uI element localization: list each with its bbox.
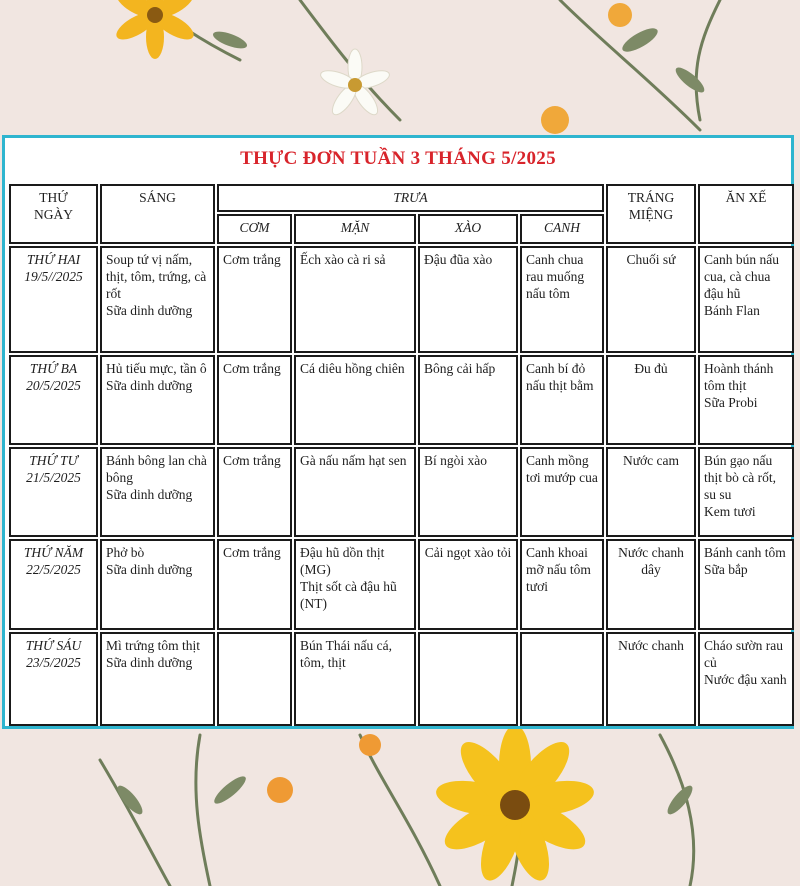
day-cell xyxy=(9,447,98,537)
weekly-menu-table xyxy=(7,182,796,728)
stir-fry-cell: Bông cải hấp xyxy=(418,355,518,445)
main-dish-cell xyxy=(294,355,416,445)
day-date: 19/5//2025 xyxy=(24,269,83,285)
main-dish-item: Bún Thái nấu cá, tôm, thịt xyxy=(300,637,392,670)
soup-cell: Canh chua rau muống nấu tôm xyxy=(520,246,604,353)
breakfast-item: Mì trứng tôm thịt xyxy=(106,637,200,653)
day-cell xyxy=(9,246,98,353)
breakfast-item: Phở bò xyxy=(106,545,145,561)
header-xao: XÀO xyxy=(418,214,518,245)
header-man: MẶN xyxy=(294,214,416,245)
table-row xyxy=(9,355,794,445)
day-name: THỨ SÁU xyxy=(25,637,82,653)
breakfast-item: Sữa dinh dưỡng xyxy=(106,378,193,394)
stir-fry-cell: Cải ngọt xào tỏi xyxy=(418,539,518,629)
main-dish-item: Đậu hũ dồn thịt (MG) xyxy=(300,545,385,578)
breakfast-item: Sữa dinh dưỡng xyxy=(106,487,193,503)
header-snack: ĂN XẾ xyxy=(698,184,794,244)
main-dish-item: Cá diêu hồng chiên xyxy=(300,361,405,377)
main-dish-cell xyxy=(294,447,416,537)
day-date: 22/5/2025 xyxy=(26,562,81,578)
snack-item: Sữa bắp xyxy=(704,562,748,578)
day-cell xyxy=(9,355,98,445)
main-dish-cell xyxy=(294,539,416,629)
day-date: 20/5/2025 xyxy=(26,378,81,394)
dessert-cell: Nước chanh xyxy=(606,632,696,726)
breakfast-cell xyxy=(100,447,215,537)
snack-item: Bún gạo nấu thịt bò cà rốt, su su xyxy=(704,453,776,503)
breakfast-cell xyxy=(100,539,215,629)
snack-item: Nước đậu xanh xyxy=(704,671,787,687)
day-name: THỨ NĂM xyxy=(23,545,84,561)
menu-sheet xyxy=(2,135,794,729)
main-dish-item: Ếch xào cà ri sả xyxy=(300,252,386,268)
dessert-cell: Chuối sứ xyxy=(606,246,696,353)
breakfast-item: Sữa dinh dưỡng xyxy=(106,562,193,578)
rice-cell: Cơm trắng xyxy=(217,539,292,629)
snack-item: Canh bún nấu cua, cà chua đậu hũ xyxy=(704,252,779,302)
day-name: THỨ HAI xyxy=(26,252,81,268)
soup-cell xyxy=(520,632,604,726)
table-row xyxy=(9,246,794,353)
snack-cell xyxy=(698,246,794,353)
breakfast-item: Sữa dinh dưỡng xyxy=(106,654,193,670)
header-lunch: TRƯA xyxy=(217,184,604,212)
rice-cell: Cơm trắng xyxy=(217,246,292,353)
header-breakfast: SÁNG xyxy=(100,184,215,244)
snack-cell xyxy=(698,539,794,629)
breakfast-item: Sữa dinh dưỡng xyxy=(106,303,193,319)
stir-fry-cell: Đậu đũa xào xyxy=(418,246,518,353)
breakfast-cell xyxy=(100,632,215,726)
soup-cell: Canh mồng tơi mướp cua xyxy=(520,447,604,537)
snack-cell xyxy=(698,355,794,445)
rice-cell xyxy=(217,632,292,726)
dessert-cell: Nước cam xyxy=(606,447,696,537)
day-name: THỨ BA xyxy=(29,361,78,377)
snack-item: Bánh canh tôm xyxy=(704,545,786,561)
stir-fry-cell: Bí ngòi xào xyxy=(418,447,518,537)
breakfast-cell xyxy=(100,355,215,445)
main-dish-cell xyxy=(294,632,416,726)
snack-item: Bánh Flan xyxy=(704,303,760,319)
day-date: 23/5/2025 xyxy=(26,654,81,670)
stir-fry-cell xyxy=(418,632,518,726)
snack-cell xyxy=(698,447,794,537)
day-cell xyxy=(9,632,98,726)
day-cell xyxy=(9,539,98,629)
header-canh: CANH xyxy=(520,214,604,245)
table-row xyxy=(9,632,794,726)
header-day: THỨ NGÀY xyxy=(9,184,98,244)
header-com: CƠM xyxy=(217,214,292,245)
day-date: 21/5/2025 xyxy=(26,470,81,486)
dessert-cell: Đu đủ xyxy=(606,355,696,445)
snack-cell xyxy=(698,632,794,726)
breakfast-item: Bánh bông lan chà bông xyxy=(106,453,207,486)
rice-cell: Cơm trắng xyxy=(217,355,292,445)
snack-item: Hoành thánh tôm thịt xyxy=(704,361,774,394)
day-name: THỨ TƯ xyxy=(29,453,78,469)
main-dish-cell xyxy=(294,246,416,353)
snack-item: Sữa Probi xyxy=(704,395,758,411)
breakfast-item: Soup tứ vị nấm, thịt, tôm, trứng, cà rốt xyxy=(106,252,207,302)
snack-item: Cháo sườn rau củ xyxy=(704,637,783,670)
rice-cell: Cơm trắng xyxy=(217,447,292,537)
main-dish-item: Thịt sốt cà đậu hũ (NT) xyxy=(300,579,397,612)
header-dessert: TRÁNG MIỆNG xyxy=(606,184,696,244)
main-dish-item: Gà nấu nấm hạt sen xyxy=(300,453,407,469)
snack-item: Kem tươi xyxy=(704,504,756,520)
menu-title: THỰC ĐƠN TUẦN 3 THÁNG 5/2025 xyxy=(240,148,556,169)
menu-body xyxy=(9,246,794,726)
dessert-cell: Nước chanh dây xyxy=(606,539,696,629)
soup-cell: Canh bí đỏ nấu thịt bằm xyxy=(520,355,604,445)
header-row xyxy=(9,184,794,212)
table-row xyxy=(9,447,794,537)
breakfast-cell xyxy=(100,246,215,353)
soup-cell: Canh khoai mỡ nấu tôm tươi xyxy=(520,539,604,629)
table-row xyxy=(9,539,794,629)
breakfast-item: Hủ tiếu mực, tần ô xyxy=(106,361,207,377)
